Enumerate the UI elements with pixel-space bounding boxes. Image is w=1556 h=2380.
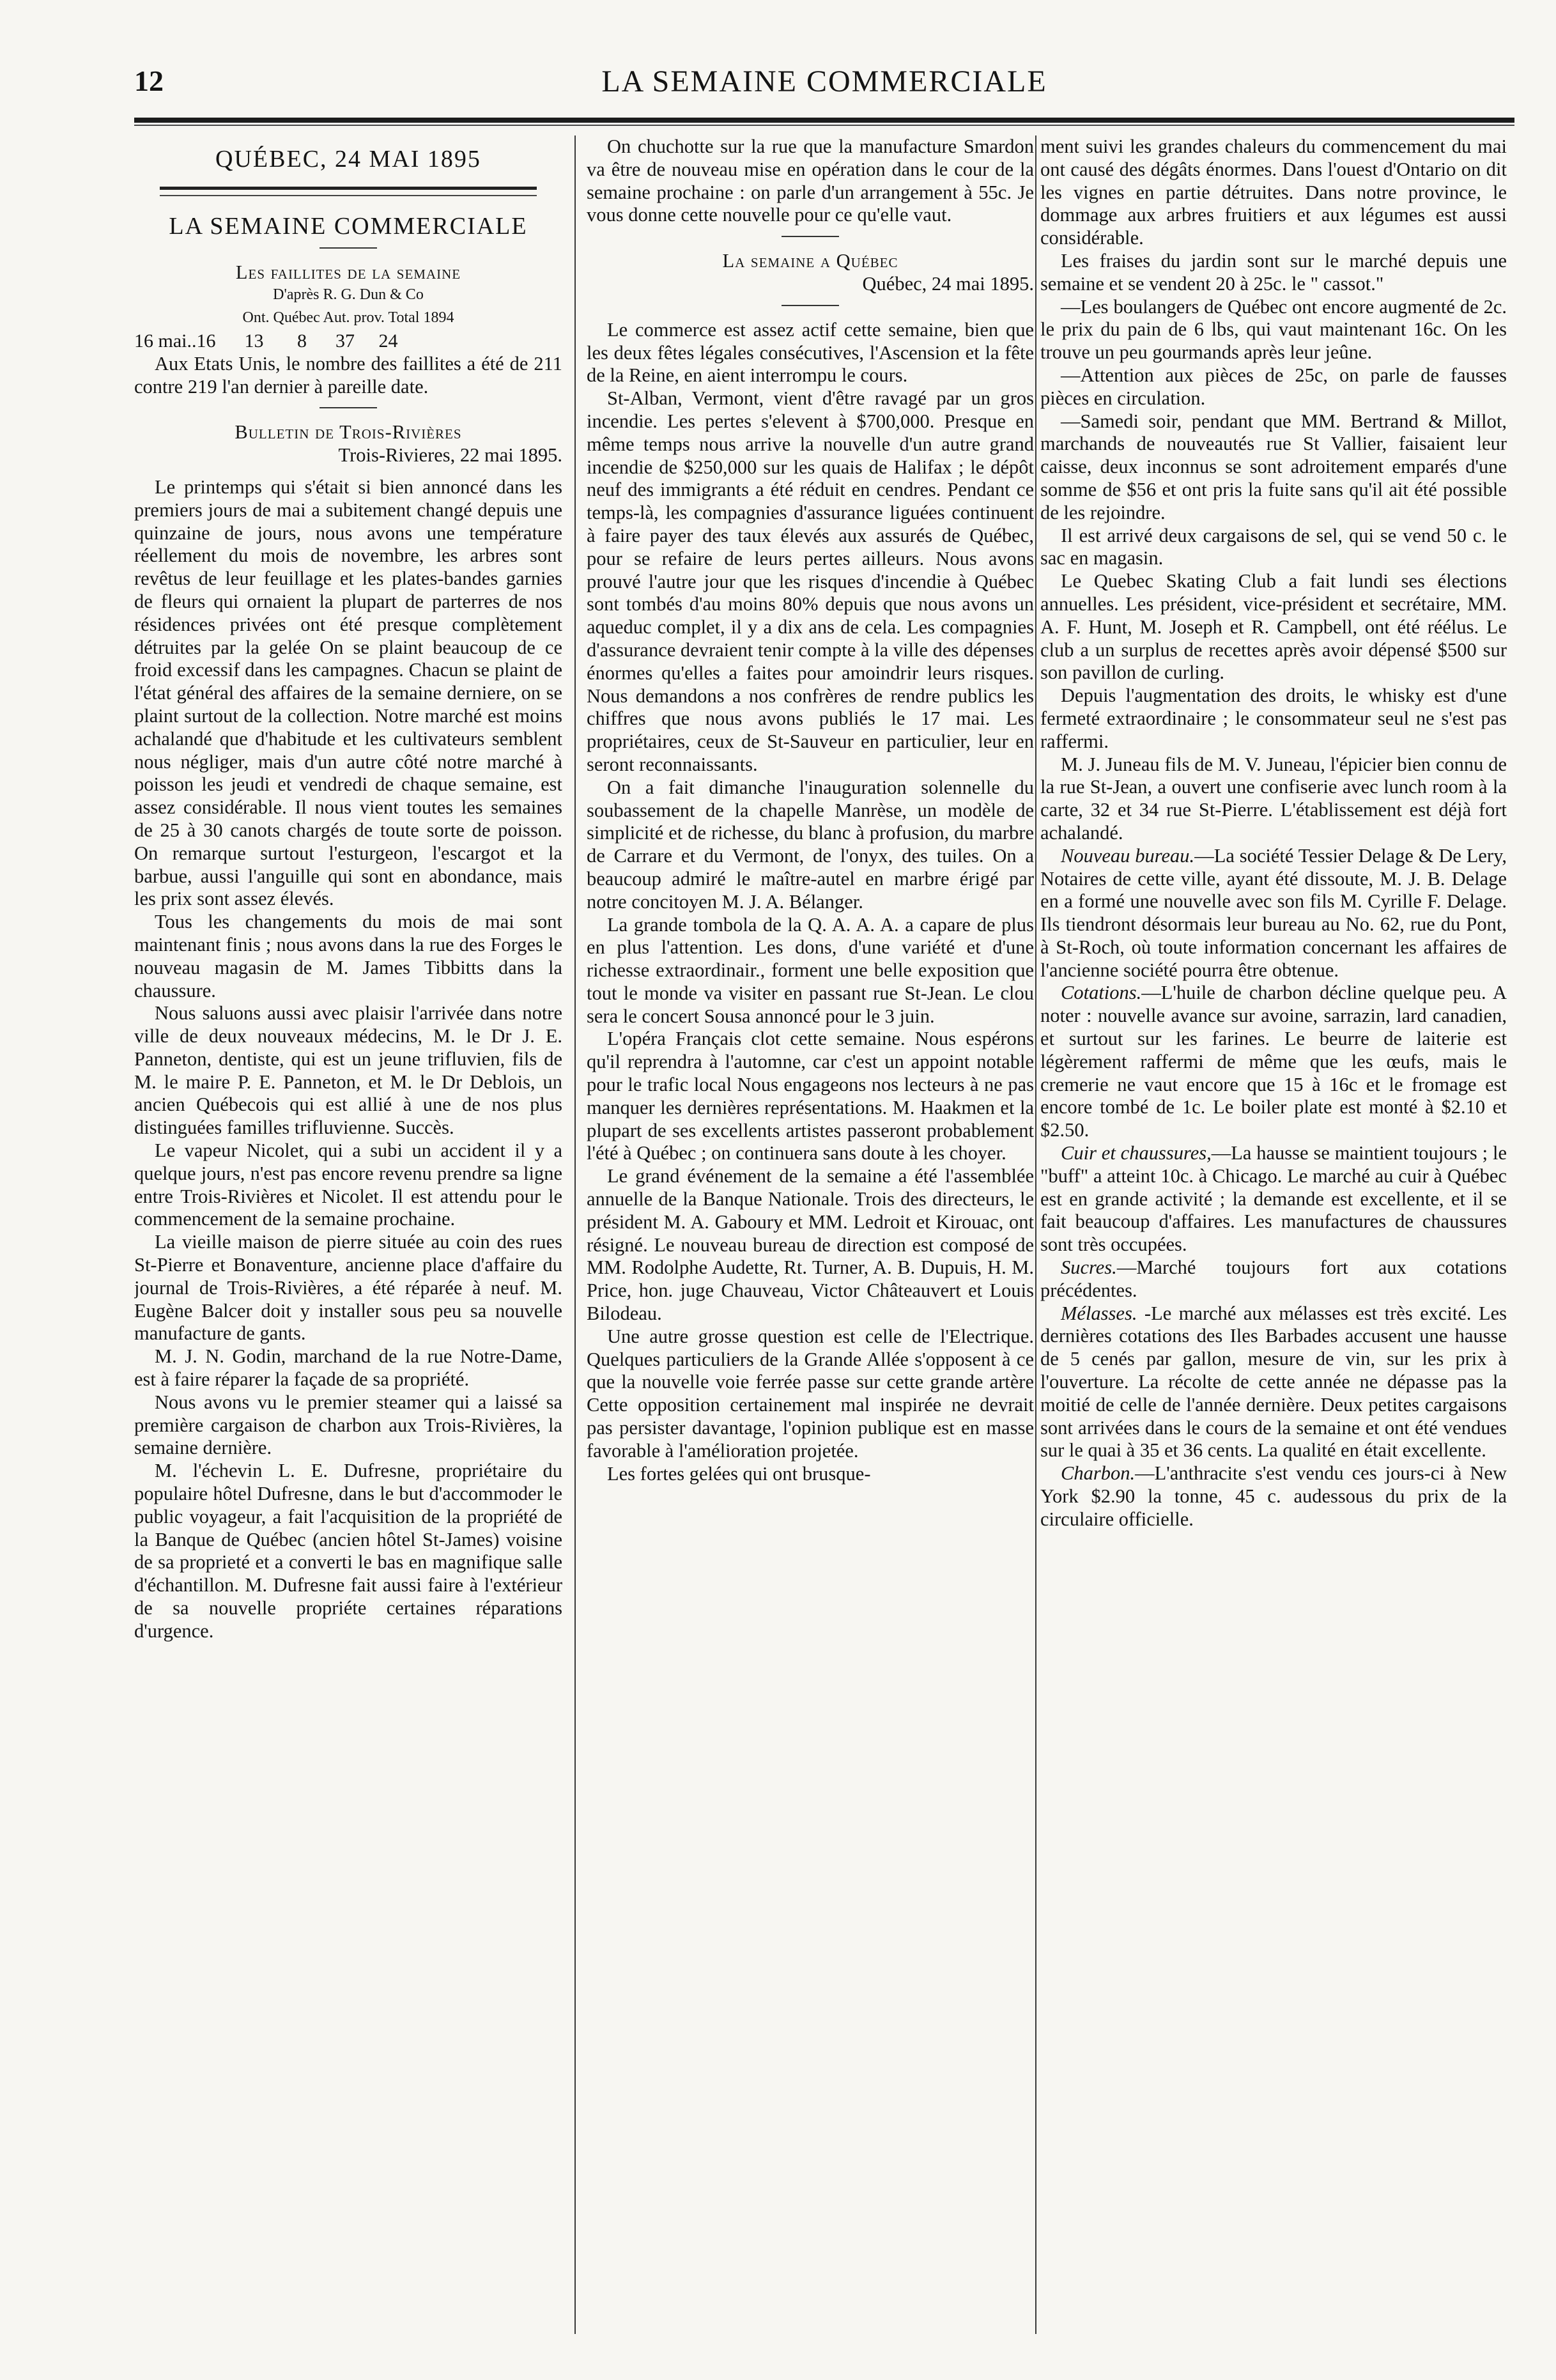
paragraph: Cotations.—L'huile de charbon décline quelque peu. A noter : nouvelle avance sur avoine, sarrazin, lard canadien, et surtout sur les farines. Le beurre de laiterie est légèrement raffermi de même que les œufs, mais le cremerie ne vaut encore que 15 à 16c et le fromage est encore tombé de 1c. Le boiler plate est monté à $2.10 et $2.50. bbox=[1040, 982, 1507, 1141]
header-rule-thin bbox=[134, 125, 1514, 126]
paragraph: Le commerce est assez actif cette semaine, bien que les deux fêtes légales consécutives, l'Ascension et la fête de la Reine, en aient interrompu le cours. bbox=[587, 318, 1034, 387]
separator bbox=[320, 247, 377, 249]
dateline: QUÉBEC, 24 MAI 1895 bbox=[215, 146, 481, 173]
paragraph: Les fraises du jardin sont sur le marché depuis une semaine et se vendent 20 à 25c. le " cassot." bbox=[1040, 249, 1507, 295]
running-title: LA SEMAINE COMMERCIALE bbox=[601, 65, 1047, 98]
header-rule bbox=[134, 118, 1514, 123]
paragraph: —Les boulangers de Québec ont encore augmenté de 2c. le prix du pain de 6 lbs, qui vaut maintenant 16c. On les trouve un peu gourmands après leur jeûne. bbox=[1040, 295, 1507, 364]
paragraph: ment suivi les grandes chaleurs du commencement du mai ont causé des dégâts énormes. Dans l'ouest d'Ontario on dit les vignes en partie détruites. Dans notre province, le dommage aux arbres fruitiers et aux légumes est aussi considérable. bbox=[1040, 135, 1507, 249]
source-line: D'après R. G. Dun & Co bbox=[273, 286, 424, 304]
run-in-heading: Cuir et chaussures, bbox=[1061, 1142, 1212, 1164]
paragraph: Nouveau bureau.—La société Tessier Delage & De Lery, Notaires de cette ville, ayant été dissoute, M. J. B. Delage en a formé une nouvelle avec son fils M. Cyrille F. Delage. Ils tiendront désormais leur bureau au No. 62, rue du Pont, à St-Roch, où toute information concernant les affaires de l'ancienne société pourra être obtenue. bbox=[1040, 844, 1507, 981]
run-in-heading: Mélasses. bbox=[1061, 1302, 1137, 1324]
paragraph: Les fortes gelées qui ont brusque- bbox=[607, 1462, 871, 1485]
paragraph: Cuir et chaussures,—La hausse se maintient toujours ; le "buff" a atteint 10c. à Chicago. Le marché au cuir à Québec est en grande activité ; la demande est excellente, et il se fait beaucoup d'affaires. Les manufactures de chaussures sont très occupées. bbox=[1040, 1142, 1507, 1256]
paragraph: Tous les changements du mois de mai sont maintenant finis ; nous avons dans la rue des Forges le nouveau magasin de M. James Tibbitts dans la chaussure. bbox=[134, 911, 562, 1001]
paragraph: Le vapeur Nicolet, qui a subi un accident il y a quelque jours, n'est pas encore revenu prendre sa ligne entre Trois-Rivières et Nicolet. Il est attendu pour le commencement de la semaine prochaine. bbox=[134, 1140, 562, 1230]
paragraph: Nous avons vu le premier steamer qui a laissé sa première cargaison de charbon aux Trois-Rivières, la semaine dernière. bbox=[134, 1391, 562, 1459]
paragraph: Nous saluons aussi avec plaisir l'arrivée dans notre ville de deux nouveaux médecins, M. le Dr J. E. Panneton, dentiste, qui est un jeune trifluvien, fils de M. le maire P. E. Panneton, et M. le Dr Deblois, un ancien Québecois qui est allié à une de nos plus distinguées familles trifluvienne. Succès. bbox=[134, 1002, 562, 1139]
paragraph: Sucres.—Marché toujours fort aux cotations précédentes. bbox=[1040, 1256, 1507, 1301]
separator bbox=[320, 407, 377, 408]
column-3 bbox=[1040, 135, 1507, 2353]
page-header bbox=[134, 64, 1514, 102]
paragraph: Le printemps qui s'était si bien annoncé dans les premiers jours de mai a subitement changé depuis une quinzaine de jours, nous avons une température réellement du mois de novembre, les arbres sont revêtus de leur feuillage et les plates-bandes garnies de fleurs qui ornaient la plupart de parterres de nos résidences privées ont été presque complètement détruites par la gelée On se plaint beaucoup de ce froid excessif dans les campagnes. Chacun se plaint de l'état général des affaires de la semaine derniere, on se plaint surtout de la collection. Notre marché est moins achalandé que d'habitude et les cultivateurs semblent nous négliger, mais d'un autre côté notre marché à poisson les jeudi et vendredi de chaque semaine, est assez considérable. Il nous vient toutes les semaines de 25 à 30 canots chargés de toute sorte de poisson. On remarque surtout l'esturgeon, l'escargot et la barbue, aussi l'anguille qui sont en abondance, mais les prix sont assez élevés. bbox=[134, 475, 562, 910]
paragraph: Aux Etats Unis, le nombre des faillites a été de 211 contre 219 l'an dernier à pareille date. bbox=[134, 352, 562, 398]
table-header: Ont. Québec Aut. prov. Total 1894 bbox=[242, 309, 454, 327]
column-divider bbox=[1035, 135, 1036, 2334]
paragraph: Charbon.—L'anthracite s'est vendu ces jours-ci à New York $2.90 la tonne, 45 c. audessous du prix de la circulaire officielle. bbox=[1040, 1462, 1507, 1530]
paragraph: On a fait dimanche l'inauguration solennelle du soubassement de la chapelle Manrèse, un modèle de simplicité et de richesse, du blanc à profusion, du marbre de Carrare et du Vermont, de l'onyx, des tuiles. On a beaucoup admiré le maître-autel en marbre érigé par notre concitoyen M. J. A. Bélanger. bbox=[587, 776, 1034, 913]
paragraph: M. J. Juneau fils de M. V. Juneau, l'épicier bien connu de la rue St-Jean, a ouvert une confiserie avec lunch room à la carte, 32 et 34 rue St-Pierre. L'établissement est déjà fort achalandé. bbox=[1040, 753, 1507, 844]
section-heading: La semaine a Québec bbox=[722, 250, 898, 272]
paragraph: Mélasses. -Le marché aux mélasses est très excité. Les dernières cotations des Iles Barbades accusent une hausse de 5 cenés par gallon, mesure de vin, sur les prix à l'ouverture. La récolte de cette année ne dépasse pas la moitié de celle de l'année dernière. Deux petites cargaisons sont arrivées dans le cours de la semaine et ont été vendues sur le quai à 35 et 36 cents. La qualité en était excellente. bbox=[1040, 1302, 1507, 1462]
separator bbox=[782, 305, 839, 306]
paragraph: Il est arrivé deux cargaisons de sel, qui se vend 50 c. le sac en magasin. bbox=[1040, 524, 1507, 569]
dateline-small: Québec, 24 mai 1895. bbox=[862, 272, 1034, 295]
paragraph: L'opéra Français clot cette semaine. Nous espérons qu'il reprendra à l'automne, car c'est un appoint notable pour le trafic local Nous engageons nos lecteurs à ne pas manquer les dernières représentations. M. Haakmen et la plupart de ses excellents artistes passeront probablement l'été à Québec ; on continuera sans doute à les choyer. bbox=[587, 1028, 1034, 1164]
section-heading: Les faillites de la semaine bbox=[235, 261, 461, 283]
separator bbox=[782, 236, 839, 237]
column-divider bbox=[574, 135, 576, 2334]
page-number: 12 bbox=[134, 65, 164, 97]
paragraph: Le Quebec Skating Club a fait lundi ses élections annuelles. Les président, vice-président et secrétaire, MM. A. F. Hunt, M. Joseph et R. Campbell, ont été réélus. Le club a un surplus de recettes après avoir dépensé $500 sur son pavillon de curling. bbox=[1040, 570, 1507, 684]
paragraph: Le grand événement de la semaine a été l'assemblée annuelle de la Banque Nationale. Trois des directeurs, le président M. A. Gaboury et MM. Ledroit et Kirouac, ont résigné. Le nouveau bureau de direction est composé de MM. Rodolphe Audette, Rt. Turner, A. B. Dupuis, H. M. Price, hon. juge Chauveau, Victor Châteauvert et Louis Bilodeau. bbox=[587, 1165, 1034, 1325]
dateline-small: Trois-Rivieres, 22 mai 1895. bbox=[338, 444, 562, 467]
table-row: 16 mai..16 13 8 37 24 bbox=[134, 330, 398, 352]
column-1 bbox=[134, 135, 562, 2353]
run-in-heading: Nouveau bureau. bbox=[1061, 844, 1195, 867]
run-in-heading: Cotations. bbox=[1061, 982, 1142, 1004]
paragraph: St-Alban, Vermont, vient d'être ravagé par un gros incendie. Les pertes s'elevent à $700,000. Presque en même temps nous arrive la nouvelle d'un autre grand incendie de $250,000 sur les quais de Halifax ; le dépôt neuf des immigrants a été réduit en cendres. Pendant ce temps-là, les compagnies d'assurance liguées continuent à faire payer des taux élevés aux assurés de Québec, pour se refaire de leurs pertes ailleurs. Nous avons prouvé l'autre jour que les risques d'incendie à Québec sont tombés d'au moins 80% depuis que nous avons un aqueduc complet, il y a dix ans de cela. Les compagnies d'assurance devraient tenir compte à la ville des dépenses énormes qu'elles a faites pour amoindrir leurs risques. Nous demandons a nos confrères de rendre publics les chiffres que nous avons publiés le 17 mai. Les propriétaires, ceux de St-Sauveur en particulier, leur en seront reconnaissants. bbox=[587, 387, 1034, 775]
paragraph: On chuchotte sur la rue que la manufacture Smardon va être de nouveau mise en opération dans le cour de la semaine prochaine : on parle d'un arrangement à 55c. Je vous donne cette nouvelle pour ce qu'elle vaut. bbox=[587, 135, 1034, 226]
column-2 bbox=[587, 135, 1034, 2353]
section-heading: Bulletin de Trois-Rivières bbox=[235, 421, 462, 444]
paragraph: Une autre grosse question est celle de l'Electrique. Quelques particuliers de la Grande Allée s'opposent à ce que la nouvelle voie ferrée passe sur cette grande artère Cette opposition certainement mal inspirée ne devrait pas persister davantage, l'opinion publique est en masse favorable à l'amélioration projetée. bbox=[587, 1325, 1034, 1462]
run-in-heading: Charbon. bbox=[1061, 1462, 1136, 1485]
paragraph: M. l'échevin L. E. Dufresne, propriétaire du populaire hôtel Dufresne, dans le but d'accommoder le public voyageur, a fait l'acquisition de la propriété de la Banque de Québec (ancien hôtel St-James) voisine de sa proprieté et a converti le bas en magnifique salle d'échantillon. M. Dufresne fait aussi faire à l'extérieur de sa nouvelle propriéte certaines réparations d'urgence. bbox=[134, 1460, 562, 1642]
double-rule-thin bbox=[160, 195, 537, 196]
paragraph: La vieille maison de pierre située au coin des rues St-Pierre et Bonaventure, ancienne place d'affaire du journal de Trois-Rivières, a été réparée à neuf. M. Eugène Balcer doit y installer sous peu sa nouvelle manufacture de gants. bbox=[134, 1231, 562, 1345]
paragraph: M. J. N. Godin, marchand de la rue Notre-Dame, est à faire réparer la façade de sa propriété. bbox=[134, 1345, 562, 1391]
section-title: LA SEMAINE COMMERCIALE bbox=[169, 212, 528, 240]
paragraph: —Attention aux pièces de 25c, on parle de fausses pièces en circulation. bbox=[1040, 364, 1507, 409]
double-rule bbox=[160, 187, 537, 190]
paragraph: Depuis l'augmentation des droits, le whisky est d'une fermeté extraordinaire ; le consommateur seul ne s'est pas raffermi. bbox=[1040, 684, 1507, 752]
run-in-heading: Sucres. bbox=[1061, 1256, 1117, 1279]
paragraph: —Samedi soir, pendant que MM. Bertrand & Millot, marchands de nouveautés rue St Vallier, faisaient leur caisse, deux inconnus se sont adroitement emparés d'une somme de $56 et ont pris la fuite sans qu'il ait été possible de les rejoindre. bbox=[1040, 410, 1507, 523]
paragraph: La grande tombola de la Q. A. A. A. a capare de plus en plus l'attention. Les dons, d'une variété et d'une richesse extraordinair., forment une belle exposition que tout le monde va visiter en passant rue St-Jean. Le clou sera le concert Sousa annoncé pour le 3 juin. bbox=[587, 913, 1034, 1027]
